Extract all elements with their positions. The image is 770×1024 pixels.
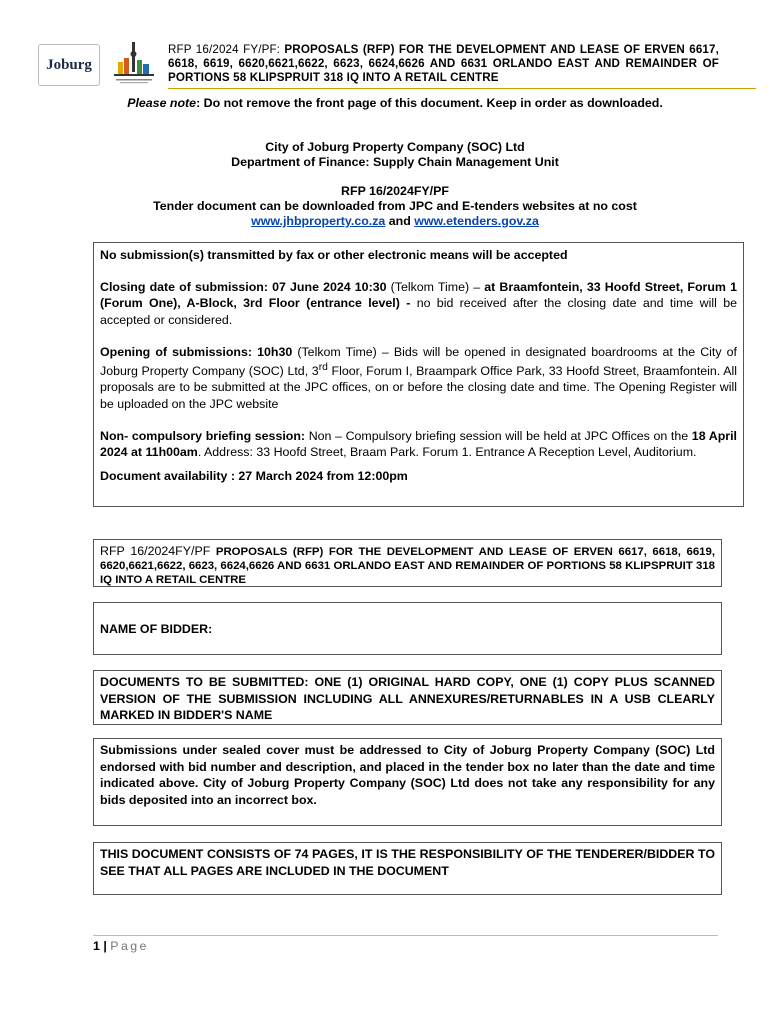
sealed-cover-box <box>93 738 722 826</box>
documents-box <box>93 670 722 725</box>
closing-location: at Braamfontein, 33 Hoofd Street, Forum 1 (Forum One), A-Block, 3rd Floor (entrance level) - <box>100 280 737 311</box>
submission-info-box <box>93 242 744 507</box>
rfp-number: RFP 16/2024FY/PF <box>341 184 449 198</box>
logo-text: Joburg <box>46 56 92 73</box>
department-name: Department of Finance: Supply Chain Management Unit <box>231 155 559 169</box>
etenders-link[interactable]: www.etenders.gov.za <box>414 214 539 228</box>
briefing-paragraph <box>100 428 737 460</box>
page-separator: | <box>103 939 107 953</box>
closing-date-label: Closing date of submission: 07 June 2024 10:30 <box>100 280 387 295</box>
header-rfp-title <box>168 43 719 85</box>
sealed-cover-text: Submissions under sealed cover must be addressed to City of Joburg Property Company (SOC) Ltd endorsed with bid number and description, and placed in the tender box no later than the date and time indicated above. City of Joburg Property Company (SOC) Ltd does not take any responsibility for any bids deposited into an incorrect box. <box>100 743 715 807</box>
links-and: and <box>388 214 411 228</box>
opening-paragraph <box>100 344 737 412</box>
header-rfp-description: PROPOSALS (RFP) FOR THE DEVELOPMENT AND LEASE OF ERVEN 6617, 6618, 6619, 6620,6621,6622, 6623, 6624,6626 AND 6631 ORLANDO EAST AND REMAINDER OF PORTIONS 58 KLIPSPRUIT 318 IQ INTO A RETAIL CENTRE <box>168 43 720 84</box>
briefing-text-a: Non – Compulsory briefing session will be held at JPC Offices on the <box>308 428 689 443</box>
opening-sup: rd <box>318 362 328 374</box>
opening-text-a: (Telkom Time) – Bids will be opened in designated boardrooms at the City of Joburg Property Company (SOC) Ltd, 3 <box>100 344 737 379</box>
footer-divider <box>93 935 718 936</box>
briefing-label: Non- compulsory briefing session: <box>100 428 306 443</box>
rfp-heading <box>60 184 730 229</box>
box-rfp-prefix: RFP 16/2024FY/PF <box>100 544 211 558</box>
header-divider <box>168 88 756 89</box>
page-count-box <box>93 842 722 895</box>
page-count-text: THIS DOCUMENT CONSISTS OF 74 PAGES, IT IS THE RESPONSIBILITY OF THE TENDERER/BIDDER TO SEE THAT ALL PAGES ARE INCLUDED IN THE DOCUMENT <box>100 847 715 878</box>
opening-label: Opening of submissions: 10h30 <box>100 344 293 359</box>
page-label: Page <box>110 939 149 953</box>
box-rfp-title: PROPOSALS (RFP) FOR THE DEVELOPMENT AND LEASE OF ERVEN 6617, 6618, 6619, 6620,6621,6622, 6623, 6624,6626 AND 6631 ORLANDO EAST AND REMAINDER OF PORTIONS 58 KLIPSPRUIT 318 IQ INTO A RETAIL CENTRE <box>100 546 715 586</box>
front-page-note <box>60 96 730 111</box>
rfp-title-box <box>93 539 722 587</box>
opening-text-b: Floor, Forum I, Braampark Office Park, 33 Hoofd Street, Braamfontein. All proposals are to be submitted at the JPC offices, on or before the closing date and time. The Opening Register will be uploaded on the JPC website <box>100 364 737 411</box>
jhbproperty-link[interactable]: www.jhbproperty.co.za <box>251 214 386 228</box>
company-heading <box>60 140 730 170</box>
documents-text: DOCUMENTS TO BE SUBMITTED: ONE (1) ORIGINAL HARD COPY, ONE (1) COPY PLUS SCANNED VERSION OF THE SUBMISSION INCLUDING ALL ANNEXURES/RETURNABLES IN A USB CLEARLY MARKED IN BIDDER'S NAME <box>100 675 715 722</box>
jpc-skyline-logo-icon <box>112 40 156 86</box>
availability-paragraph: Document availability : 27 March 2024 from 12:00pm <box>100 469 408 484</box>
download-links <box>60 214 730 229</box>
company-name: City of Joburg Property Company (SOC) Ltd <box>265 140 525 154</box>
header-rfp-prefix: RFP 16/2024 FY/PF: <box>168 43 281 56</box>
note-text: : Do not remove the front page of this document. Keep in order as downloaded. <box>196 96 663 110</box>
briefing-date: 18 April 2024 at 11h00am <box>100 428 737 459</box>
briefing-text-b: . Address: 33 Hoofd Street, Braam Park. Forum 1. Entrance A Reception Level, Auditorium. <box>197 444 697 459</box>
no-fax-notice: No submission(s) transmitted by fax or other electronic means will be accepted <box>100 248 568 262</box>
joburg-logo <box>38 44 100 86</box>
page-number: 1 <box>93 939 100 953</box>
bidder-name-box[interactable] <box>93 602 722 655</box>
bidder-name-label: NAME OF BIDDER: <box>100 622 213 636</box>
note-label: Please note <box>127 96 197 110</box>
page-footer <box>93 939 149 953</box>
download-info: Tender document can be downloaded from JPC and E-tenders websites at no cost <box>153 199 637 213</box>
closing-date-paragraph <box>100 279 737 328</box>
closing-time-note: (Telkom Time) – <box>390 280 481 295</box>
document-header <box>36 38 719 88</box>
closing-rest: no bid received after the closing date and time will be accepted or considered. <box>100 296 737 327</box>
